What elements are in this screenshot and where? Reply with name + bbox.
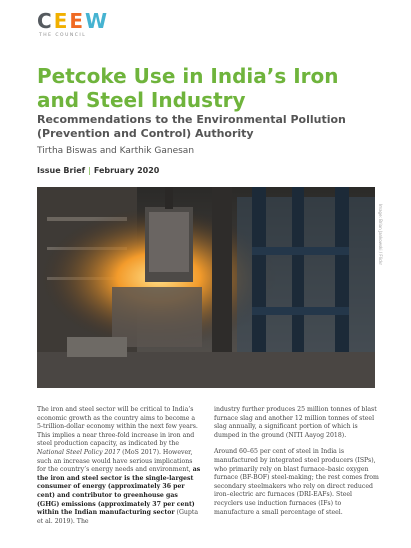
page-title: Petcoke Use in India’s Iron and Steel Industry [37,64,339,112]
page-subtitle: Recommendations to the Environmental Pollution (Prevention and Control) Authority [37,113,346,140]
steel-plant-photo [37,187,375,388]
body-column-left [37,406,202,534]
ceew-logo [37,9,109,46]
logo-wordmark: C E E W [37,9,109,33]
logo-subtitle: THE COUNCIL [39,33,87,38]
body-paragraph: The iron and steel sector will be critical to India’s economic growth as the country aims to become a 5-trillion-dollar economy within the next few years. This implies a near three-fold increase in iron and steel production capacity, as indicated by the National Steel Policy 2017 (MoS 2017). However, such an increase would have serious implications for the country’s energy needs and environment, as the iron and steel sector is the single-largest consumer of energy (approximately 36 per cent) and contributor to greenhouse gas (GHG) emissions (approximately 37 per cent) within the Indian manufacturing sector (Gupta et al. 2019). The [37,406,201,525]
body-column-right [214,406,379,525]
authors: Tirtha Biswas and Karthik Ganesan [37,146,195,156]
photo-credit: Image: Brian Jankowski / Flickr [378,204,383,266]
issue-date: February 2020 [93,166,160,175]
issue-line [37,166,159,175]
issue-separator: | [88,166,91,175]
body-paragraph: industry further produces 25 million tonnes of blast furnace slag and another 12 million tonnes of steel slag annually, a significant portion of which is dumped in the ground (NITI Aayog 2018). [214,406,377,439]
body-paragraph: Around 60–65 per cent of steel in India is manufactured by integrated steel producers (ISPs), who primarily rely on blast furnace–basic oxygen furnace (BF-BOF) steel-making; the rest comes from secondary steelmakers who rely on direct reduced iron–electric arc furnaces (DRI-EAFs). Steel recyclers use induction furnaces (IFs) to manufacture a small percentage of steel. [214,448,379,516]
issue-type: Issue Brief [37,166,86,175]
